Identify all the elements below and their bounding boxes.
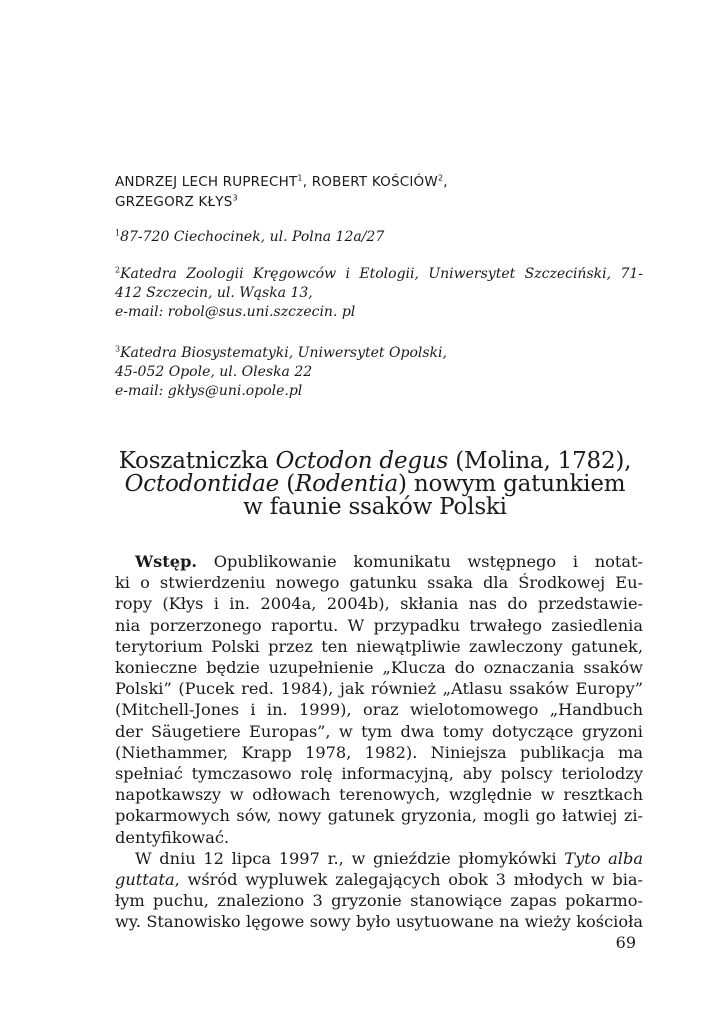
author-list	[115, 172, 635, 212]
author-separator: ,	[443, 174, 448, 190]
paragraph-line	[115, 869, 643, 890]
line-text: Opublikowanie komunikatu wstępnego i notat-	[197, 552, 643, 571]
affiliation-line: Katedra Biosystematyki, Uniwersytet Opolski,	[120, 345, 447, 361]
article-title	[100, 450, 650, 519]
affiliation-line: 412 Szczecin, ul. Wąska 13,	[115, 285, 313, 301]
affiliation-line: 45-052 Opole, ul. Oleska 22	[115, 364, 313, 380]
title-text: (Molina, 1782),	[448, 448, 632, 474]
family-name: Octodontidae	[124, 471, 280, 497]
affiliation-2	[115, 265, 643, 322]
author-klys: GRZEGORZ KŁYS	[115, 194, 233, 210]
paragraph-line: (Mitchell-Jones i in. 1999), oraz wielotomowego „Handbuch	[115, 700, 643, 720]
paragraph-line	[115, 848, 643, 869]
line-text: , wśród wypluwek zalegających obok 3 młodych w bia-	[174, 870, 643, 890]
affiliation-email: e-mail: robol@sus.uni.szczecin. pl	[115, 304, 356, 320]
paragraph-line: pokarmowych sów, nowy gatunek gryzonia, mogli go łatwiej zi-	[115, 806, 643, 826]
affiliation-number: 2	[115, 265, 121, 275]
page-number: 69	[615, 933, 636, 952]
species-name: guttata	[115, 870, 175, 890]
paragraph-line: spełniać tymczasowo rolę informacyjną, aby polscy teriolodzy	[115, 764, 643, 784]
paragraph-line: Polski” (Pucek red. 1984), jak również „Atlasu ssaków Europy”	[115, 679, 643, 699]
paragraph-line: nia porzerzonego raportu. W przypadku trwałego zasiedlenia	[115, 615, 643, 635]
paragraph-line: łym puchu, znaleziono 3 gryzonie stanowiące zapas pokarmo-	[115, 891, 643, 911]
affiliation-1	[115, 228, 643, 247]
paragraph-line: ki o stwierdzeniu nowego gatunku ssaka dla Środkowej Eu-	[115, 573, 643, 593]
species-name: Tyto alba	[564, 848, 643, 868]
author-line-2	[115, 192, 635, 212]
order-name: Rodentia	[294, 471, 398, 497]
title-line-3: w faunie ssaków Polski	[243, 494, 507, 520]
title-text: (	[279, 471, 295, 497]
title-line-1	[100, 450, 650, 473]
affiliation-email: e-mail: gkłys@uni.opole.pl	[115, 383, 303, 399]
title-text: ) nowym gatunkiem	[398, 471, 626, 497]
line-text: W dniu 12 lipca 1997 r., w gnieździe płomykówki	[135, 848, 565, 868]
paragraph-line: der Säugetiere Europas”, w tym dwa tomy dotyczące gryzoni	[115, 721, 643, 741]
paragraph-line: ropy (Kłys i in. 2004a, 2004b), skłania nas do przedstawie-	[115, 594, 643, 614]
affiliation-mark: 2	[437, 173, 444, 183]
author-ruprecht: ANDRZEJ LECH RUPRECHT	[115, 174, 298, 190]
paragraph-line: dentyfikować.	[115, 827, 230, 847]
title-line-2	[100, 473, 650, 496]
affiliation-line: Katedra Zoologii Kręgowców i Etologii, Uniwersytet Szczeciński, 71-	[120, 266, 643, 282]
affiliation-mark: 3	[232, 193, 238, 203]
paragraph-line: wy. Stanowisko lęgowe sowy było usytuowane na wieży kościoła	[115, 912, 643, 932]
species-name: Octodon degus	[275, 448, 449, 474]
author-line-1	[115, 172, 635, 192]
title-text: Koszatniczka	[118, 448, 276, 474]
affiliation-3	[115, 344, 643, 401]
paragraph-line	[115, 551, 643, 572]
affiliation-mark: 1	[297, 173, 303, 183]
section-heading: Wstęp.	[135, 552, 198, 571]
paragraph-line: napotkawszy w odłowach terenowych, względnie w resztkach	[115, 785, 643, 805]
paragraph-line: (Niethammer, Krapp 1978, 1982). Niniejsza publikacja ma	[115, 742, 643, 762]
affiliation-line: 87-720 Ciechocinek, ul. Polna 12a/27	[120, 229, 385, 245]
affiliation-number: 3	[115, 344, 121, 354]
paragraph-line: terytorium Polski przez ten niewątpliwie zawleczony gatunek,	[115, 636, 643, 656]
author-kosciow: , ROBERT KOŚCIÓW	[302, 174, 438, 190]
paragraph-line: konieczne będzie uzupełnienie „Klucza do oznaczania ssaków	[115, 658, 643, 678]
body-text	[115, 551, 643, 933]
affiliation-number: 1	[115, 228, 121, 238]
